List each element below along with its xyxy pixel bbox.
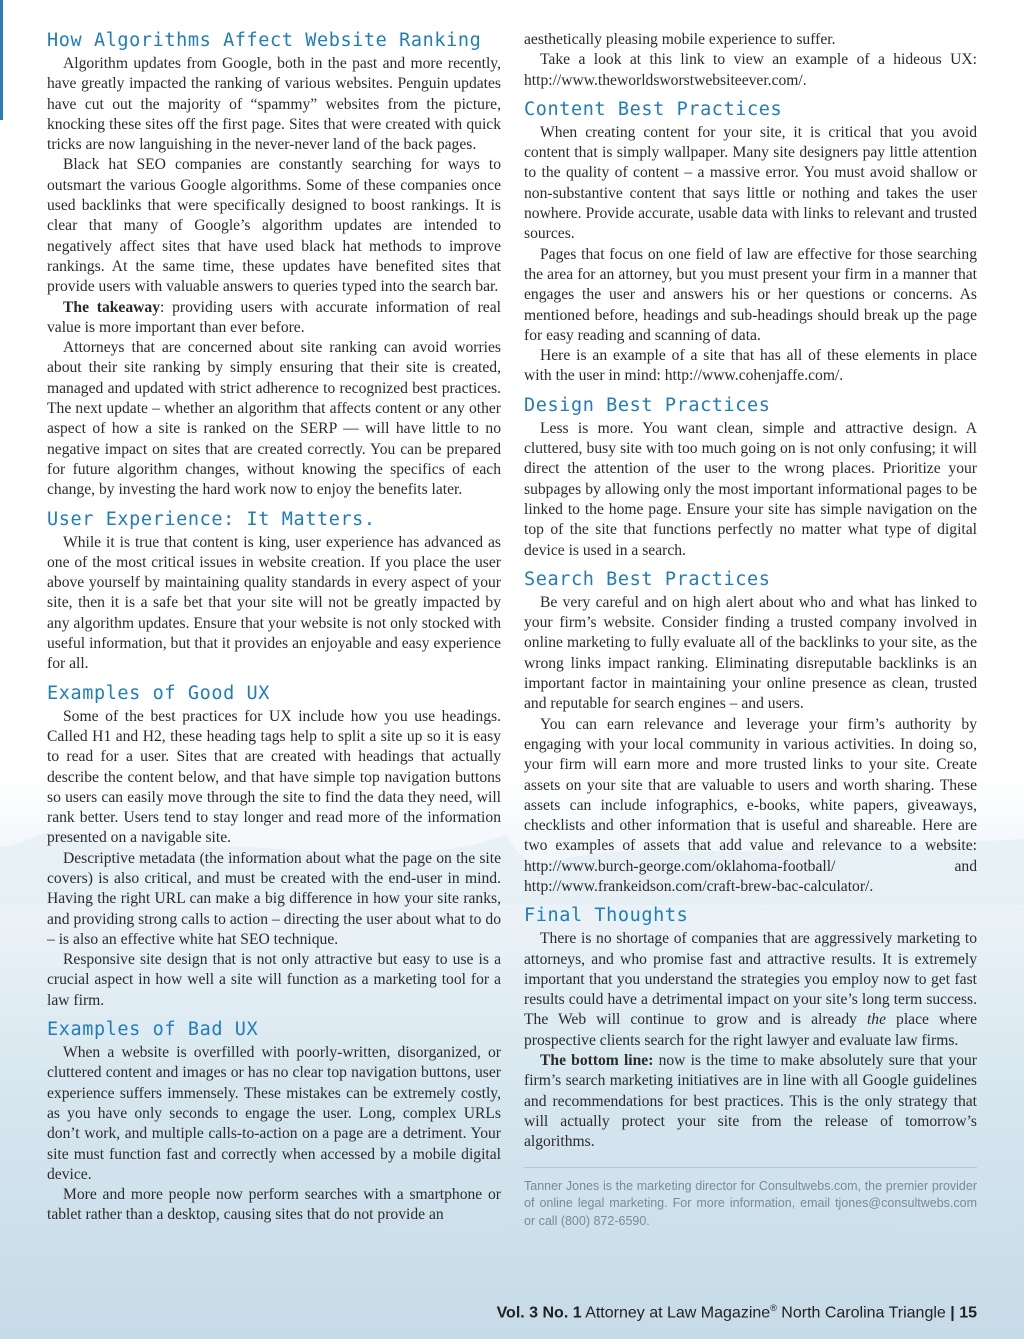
paragraph-bottom-line [524, 1051, 977, 1152]
heading-design: Design Best Practices [524, 394, 771, 416]
paragraph-takeaway [47, 298, 501, 339]
region-name: North Carolina Triangle [781, 1304, 946, 1322]
heading-search: Search Best Practices [524, 568, 771, 590]
text-part: There is no shortage of companies that are aggressively marketing to attorneys, and who promise fast and attractive results. It is extremely important that you understand the strategies you employ now to get fast results could have a detrimental impact on your site’s long term success. The Web will continue to grow and is already [524, 930, 977, 1029]
heading-good-ux: Examples of Good UX [47, 682, 271, 704]
heading-user-experience: User Experience: It Matters. [47, 508, 376, 530]
page-number: 15 [959, 1304, 977, 1322]
paragraph: More and more people now perform searches with a smartphone or tablet rather than a desktop, causing sites that do not provide an [47, 1186, 501, 1224]
heading-final-thoughts: Final Thoughts [524, 905, 689, 927]
text-emphasis: the [866, 1011, 887, 1029]
takeaway-text: : providing users with accurate information of real value is more important than ever before. [47, 298, 501, 336]
paragraph: Attorneys that are concerned about site ranking can avoid worries about their site ranking by simply ensuring that their site is created, managed and updated with strict adherence to recognized best practices. The next update – whether an algorithm that affects content or any other aspect of how a site is ranked on the SERP — will have little to no negative impact on sites that are created correctly. You can be prepared for future algorithm changes, without knowing the specifics of each change, by investing the hard work now to enjoy the benefits later. [47, 339, 501, 499]
left-column [47, 30, 501, 1226]
takeaway-lead: The takeaway [63, 298, 160, 316]
paragraph: While it is true that content is king, user experience has advanced as one of the most critical issues in website creation. If you place the user above yourself by maintaining quality standards in every aspect of your site, then it is a safe bet that your site will not be greatly impacted by any algorithm updates. Ensure that your website is not only stocked with useful information, but that it provides an enjoyable and easy experience for all. [47, 533, 501, 673]
paragraph: Some of the best practices for UX include how you use headings. Called H1 and H2, these heading tags help to split a site up so it is easy to read for a user. Sites that are created with headings that actually describe the content below, and that have simple top navigation buttons so users can easily move through the site to find the data they need, will rank better. Users tend to stay longer and read more of the information presented on a navigable site. [47, 707, 501, 847]
paragraph: Algorithm updates from Google, both in the past and more recently, have greatly impacted the ranking of various websites. Penguin updates have cut out the majority of “spammy” websites from the picture, knocking these sites off the first page. Sites that were created with quick tricks are now languishing in the never-never land of the back pages. [47, 55, 501, 154]
heading-algorithms: How Algorithms Affect Website Ranking [47, 30, 482, 51]
paragraph-continued: aesthetically pleasing mobile experience to suffer. [524, 31, 836, 48]
text-part: place where prospective clients search for the right lawyer and evaluate law firms. [524, 1011, 977, 1049]
magazine-name: Attorney at Law Magazine [585, 1304, 771, 1322]
paragraph: You can earn relevance and leverage your firm’s authority by engaging with your local community in various activities. In doing so, your firm will earn more and more trusted links to your site. Create assets on your site that are valuable to users and worth sharing. These assets can include infographics, e-books, white papers, giveaways, checklists and other information that is useful and shareable. Here are two examples of assets that add value and relevance to a website: http://www.burch-george.com/oklahoma-football/ and http://www.frankeidson.com/craft-brew-bac-calculator/. [524, 715, 977, 895]
bottom-line-text: now is the time to make absolutely sure that your firm’s search marketing initiatives are in line with all Google guidelines and recommendations for best practices. This is the only strategy that will actually protect your site from the release of tomorrow’s algorithms. [524, 1052, 977, 1151]
heading-content: Content Best Practices [524, 98, 783, 120]
paragraph [524, 929, 977, 1051]
issue-label: Vol. 3 No. 1 [496, 1304, 582, 1322]
paragraph: When a website is overfilled with poorly-written, disorganized, or cluttered content and images or has no clear top navigation buttons, user experience suffers immensely. These mistakes can be extremely costly, as you have only seconds to engage the user. Long, complex URLs don’t work, and multiple calls-to-action on a page are a detriment. Your site must function fast and correctly when accessed by a mobile digital device. [47, 1044, 501, 1183]
paragraph: Be very careful and on high alert about who and what has linked to your firm’s website. Consider finding a trusted company involved in online marketing to fully evaluate all of the backlinks to your site, as the wrong links impact ranking. Eliminating disreputable backlinks is an important factor in maintaining your online presence as clean, trusted and reputable for search engines – and users. [524, 593, 977, 713]
author-bio: Tanner Jones is the marketing director for Consultwebs.com, the premier provider of online legal marketing. For more information, email tjones@consultwebs.com or call (800) 872-6590. [524, 1167, 977, 1231]
registered-mark: ® [770, 1303, 777, 1313]
accent-bar [0, 0, 3, 120]
paragraph: Here is an example of a site that has all of these elements in place with the user in mind: http://www.cohenjaffe.com/. [524, 347, 977, 385]
paragraph: Responsive site design that is not only attractive but easy to use is a crucial aspect in how well a site will function as a marketing tool for a law firm. [47, 951, 501, 1009]
right-column [524, 30, 977, 1230]
bottom-line-lead: The bottom line: [540, 1052, 654, 1070]
page-footer [497, 1303, 977, 1322]
heading-bad-ux: Examples of Bad UX [47, 1019, 259, 1041]
paragraph: Descriptive metadata (the information about what the page on the site covers) is also critical, and must be created with the end-user in mind. Having the right URL can make a big difference in how your site ranks, and providing strong calls to action – directing the user about what to do – is also an effective white hat SEO technique. [47, 849, 501, 948]
paragraph: When creating content for your site, it is critical that you avoid content that is simply wallpaper. Many site designers pay little attention to the quality of content – a massive error. You must avoid shallow or non-substantive content that says little or nothing and takes the user nowhere. Provide accurate, usable data with links to relevant and trusted sources. [524, 123, 977, 243]
paragraph: Black hat SEO companies are constantly searching for ways to outsmart the various Google algorithms. Some of these companies once used backlinks that were specifically designed to boost rankings. It is clear that many of Google’s algorithm updates are intended to negatively affect sites that have used black hat methods to improve rankings. At the same time, these updates have benefited sites that provide users with valuable answers to queries typed into the search bar. [47, 156, 501, 296]
paragraph: Pages that focus on one field of law are effective for those searching the area for an attorney, but you must present your firm in a manner that engages the user and answers his or her questions or concerns. As mentioned before, headings and sub-headings should break up the page for easy reading and scanning of data. [524, 245, 977, 344]
paragraph: Less is more. You want clean, simple and attractive design. A cluttered, busy site with too much going on is not only confusing; it will direct the attention of the user to the wrong places. Prioritize your subpages by allowing only the most important informational pages to be linked to the home page. Ensure your site has simple navigation on the top of the site that functions perfectly no matter what type of digital device is used in a search. [524, 419, 977, 559]
separator: | [950, 1304, 955, 1322]
paragraph: Take a look at this link to view an example of a hideous UX: http://www.theworldsworstwebsiteever.com/. [524, 51, 977, 89]
